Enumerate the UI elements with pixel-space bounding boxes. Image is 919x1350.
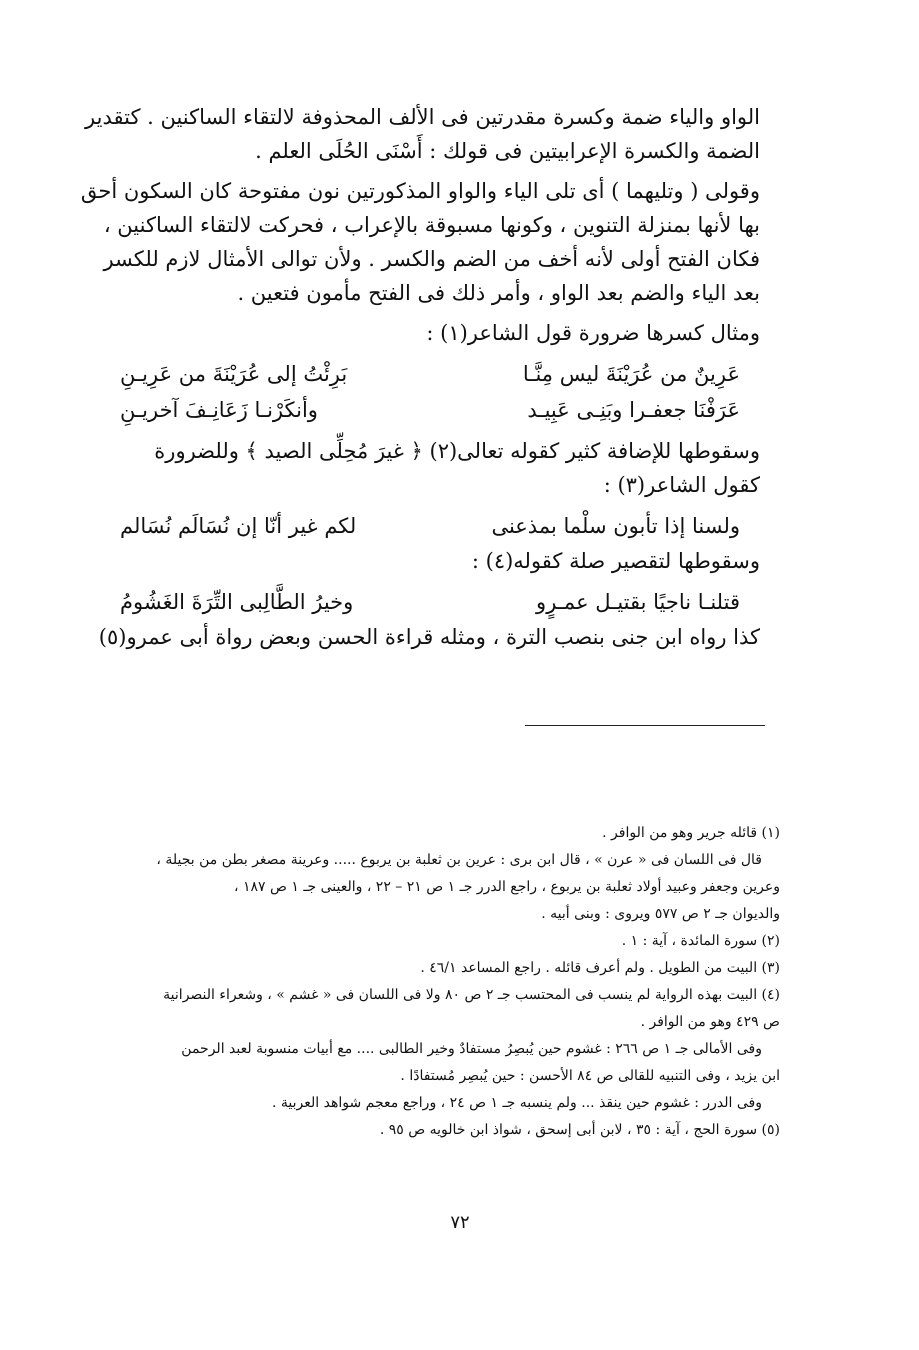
verse-line [100,356,760,392]
verse-second-hemistich: بَرِئْتُ إلى عُرَيْنَةَ من عَرِيـنِ [120,362,348,386]
paragraph [100,434,760,502]
footnote-line: (٢) سورة المائدة ، آية : ١ . [621,933,780,949]
footnote-line: ابن يزيد ، وفى التنبيه للقالى ص ٨٤ الأحسن : حين يُبصِر مُستفادًا . [400,1068,780,1084]
text-line: الواو والياء ضمة وكسرة مقدرتين فى الألف المحذوفة لالتقاء الساكنين . كتقدير [85,105,760,129]
footnote-line: وفى الأمالى جـ ١ ص ٢٦٦ : غشوم حين يُبصِرُ مستفادٌ وخير الطالبى .... مع أبيات منسوبة لعبد الرحمن [181,1041,762,1057]
text-line: وسقوطها لتقصير صلة كقوله(٤) : [471,549,760,573]
footnote-line: وعرين وجعفر وعبيد أولاد ثعلبة بن يربوع ، راجع الدرر جـ ١ ص ٢١ – ٢٢ ، والعينى جـ ١ ص ١٨٧ ، [234,879,780,895]
verse-first-hemistich: ولسنا إذا تأبون سلْما بمذعنى [491,514,740,538]
footnote-line: والديوان جـ ٢ ص ٥٧٧ ويروى : وبنى أبيه . [541,906,780,922]
paragraph [100,544,760,578]
text-line: فكان الفتح أولى لأنه أخف من الضم والكسر . ولأن توالى الأمثال لازم للكسر [103,247,760,271]
verse-line [100,508,760,544]
footnote-line: ص ٤٢٩ وهو من الوافر . [640,1014,780,1030]
verse-first-hemistich: قتلنـا ناجيًا بقتيـل عمـرٍو [536,590,740,614]
verse-second-hemistich: وخيرُ الطَّالِبى التِّرَةَ الغَشُومُ [120,590,354,614]
main-text [80,100,760,660]
verse-line [100,584,760,620]
footnote-line: وفى الدرر : غشوم حين ينقذ ... ولم ينسبه جـ ١ ص ٢٤ ، وراجع معجم شواهد العربية . [271,1095,762,1111]
text-line: ومثال كسرها ضرورة قول الشاعر(١) : [426,321,760,345]
footnote-line: (٤) البيت بهذه الرواية لم ينسب فى المحتسب جـ ٢ ص ٨٠ ولا فى اللسان فى « غشم » ، وشعراء النصرانية [163,987,780,1003]
footnote-separator [525,725,765,726]
text-line: وسقوطها للإضافة كثير كقوله تعالى(٢) ﴿ غيرَ مُحِلِّى الصيد ﴾ وللضرورة [154,439,760,463]
paragraph [80,174,760,310]
paragraph [100,316,760,350]
verse-second-hemistich: وأنكَرْنـا زَعَانِـفَ آخريـنِ [120,398,318,422]
footnote-line: قال فى اللسان فى « عرن » ، قال ابن برى : عرين بن ثعلبة بن يربوع ..... وعرينة مصغر بطن من بجيلة ، [156,852,762,868]
verse-line [100,392,760,428]
footnotes [100,820,780,1144]
text-line: بها لأنها بمنزلة التنوين ، وكونها مسبوقة بالإعراب ، فحركت لالتقاء الساكنين ، [103,213,760,237]
text-line: كقول الشاعر(٣) : [603,473,760,497]
page-number: ٧٢ [450,1212,470,1233]
verse-first-hemistich: عَرَفْنَا جعفـرا وبَنِـى عَبِيـد [527,398,740,422]
footnote-line: (٥) سورة الحج ، آية : ٣٥ ، لابن أبى إسحق ، شواذ ابن خالويه ص ٩٥ . [379,1122,780,1138]
footnote-line: (١) قائله جرير وهو من الوافر . [602,825,780,841]
text-line: كذا رواه ابن جنى بنصب الترة ، ومثله قراءة الحسن وبعض رواة أبى عمرو(٥) [98,625,760,649]
verse-second-hemistich: لكم غير أنّا إن نُسَالَم نُسَالم [120,514,357,538]
paragraph [85,100,760,168]
footnote-line: (٣) البيت من الطويل . ولم أعرف قائله . راجع المساعد ٤٦/١ . [420,960,780,976]
text-line: الضمة والكسرة الإعرابيتين فى قولك : أَسْنَى الحُلَى العلم . [255,139,760,163]
text-line: بعد الياء والضم بعد الواو ، وأمر ذلك فى الفتح مأمون فتعين . [237,281,760,305]
paragraph [100,620,760,654]
text-line: وقولى ( وتليهما ) أى تلى الياء والواو المذكورتين نون مفتوحة كان السكون أحق [80,179,760,203]
verse-first-hemistich: عَرِينٌ من عُرَيْنَةَ ليس مِنَّـا [522,362,740,386]
